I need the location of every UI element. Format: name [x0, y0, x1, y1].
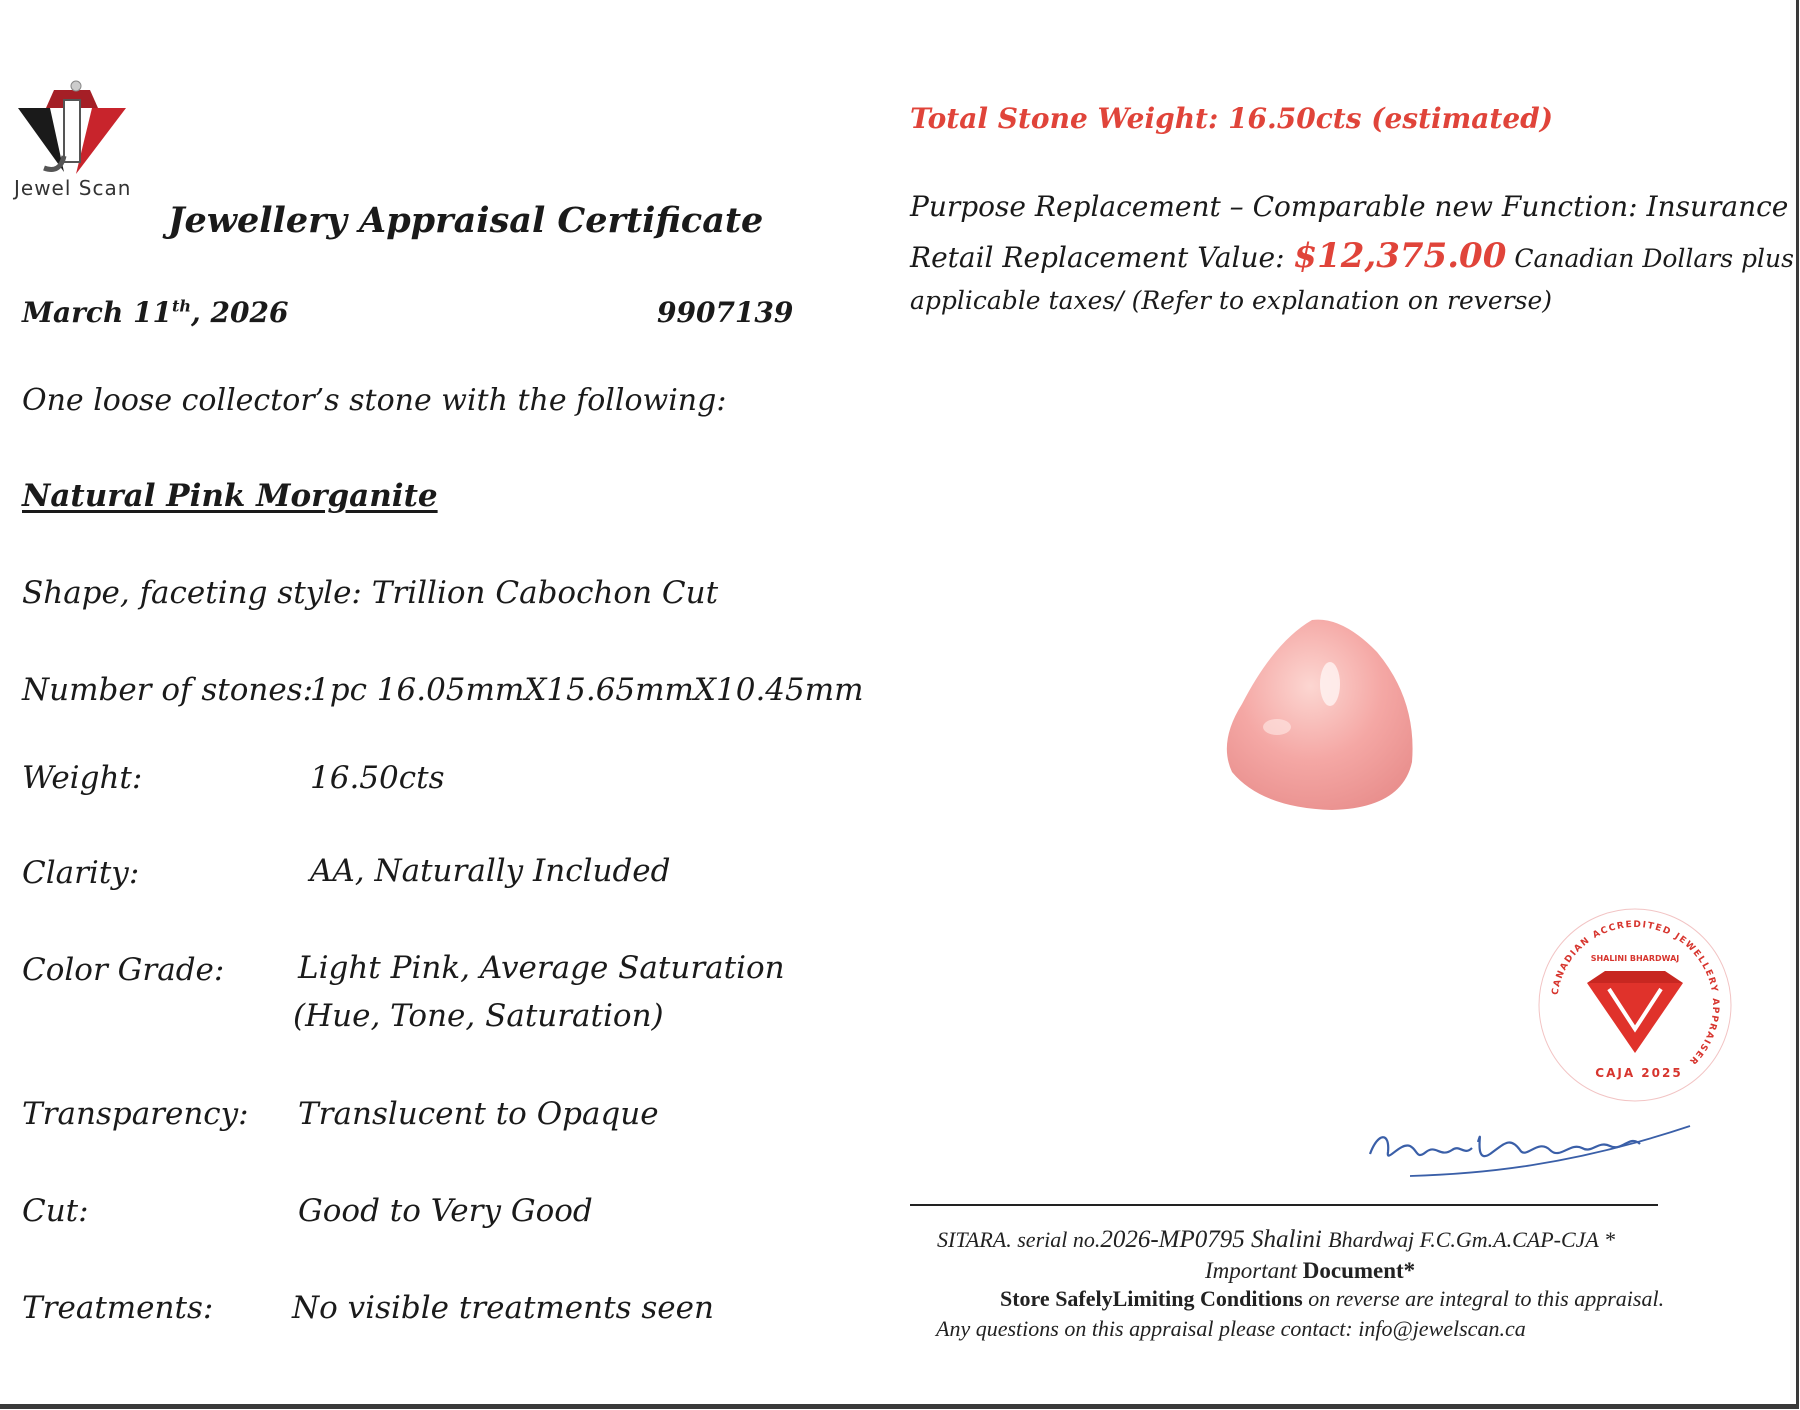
total-stone-weight: Total Stone Weight: 16.50cts (estimated) [910, 102, 1553, 135]
certificate-number: 9907139 [657, 296, 794, 329]
field-value-color-grade: Light Pink, Average Saturation [298, 950, 785, 986]
signature-line [910, 1204, 1658, 1206]
retail-value-line: Retail Replacement Value: $12,375.00 Canadian Dollars plus [910, 236, 1794, 276]
footer-serial-line: SITARA. serial no.2026-MP0795 Shalini Bhardwaj F.C.Gm.A.CAP-CJA * [937, 1226, 1615, 1253]
footer-limiting-line: Store SafelyLimiting Conditions on reverse are integral to this appraisal. [1000, 1286, 1665, 1311]
certificate-title: Jewellery Appraisal Certificate [168, 200, 764, 241]
shape-row [22, 575, 718, 611]
field-label-color-grade: Color Grade: [22, 952, 225, 988]
field-value-stones: 1pc 16.05mmX15.65mmX10.45mm [310, 672, 864, 708]
shape-value: Trillion Cabochon Cut [371, 575, 719, 611]
field-value-weight: 16.50cts [310, 760, 445, 796]
field-value-cut: Good to Very Good [298, 1193, 593, 1229]
field-label-treatments: Treatments: [22, 1290, 214, 1326]
retail-price: $12,375.00 [1293, 236, 1507, 276]
field-value-transparency: Translucent to Opaque [298, 1096, 659, 1132]
svg-text:CAJA 2025: CAJA 2025 [1595, 1066, 1683, 1080]
appraiser-signature [1360, 1102, 1700, 1192]
certificate-date: March 11th, 2026 [22, 296, 289, 329]
field-label-cut: Cut: [22, 1193, 89, 1229]
footer-important-line: Important Document* [1205, 1258, 1416, 1283]
field-value-clarity: AA, Naturally Included [310, 853, 671, 889]
field-value-treatments: No visible treatments seen [292, 1290, 714, 1326]
accreditation-seal-icon [1535, 905, 1735, 1105]
field-label-transparency: Transparency: [22, 1096, 249, 1132]
svg-text:SHALINI BHARDWAJ: SHALINI BHARDWAJ [1590, 954, 1680, 963]
field-label-weight: Weight: [22, 760, 143, 796]
purpose-text: Purpose Replacement – Comparable new Function: Insurance [910, 190, 1789, 223]
morganite-gem-image [1212, 612, 1432, 822]
logo-brand-text: Jewel Scan [14, 176, 132, 200]
intro-text: One loose collector’s stone with the following: [22, 383, 727, 418]
stone-name: Natural Pink Morganite [22, 478, 438, 514]
svg-text:CANADIAN ACCREDITED JEWELLERY: CANADIAN ACCREDITED JEWELLERY APPRAISER [1550, 919, 1721, 1067]
field-label-clarity: Clarity: [22, 855, 140, 891]
field-value-color-grade-note: (Hue, Tone, Saturation) [293, 998, 664, 1034]
shape-label: Shape, faceting style: [22, 575, 362, 611]
taxes-text: applicable taxes/ (Refer to explanation on reverse) [910, 286, 1552, 315]
field-label-stones: Number of stones: [22, 672, 314, 708]
footer-contact-line: Any questions on this appraisal please contact: info@jewelscan.ca [936, 1316, 1526, 1341]
